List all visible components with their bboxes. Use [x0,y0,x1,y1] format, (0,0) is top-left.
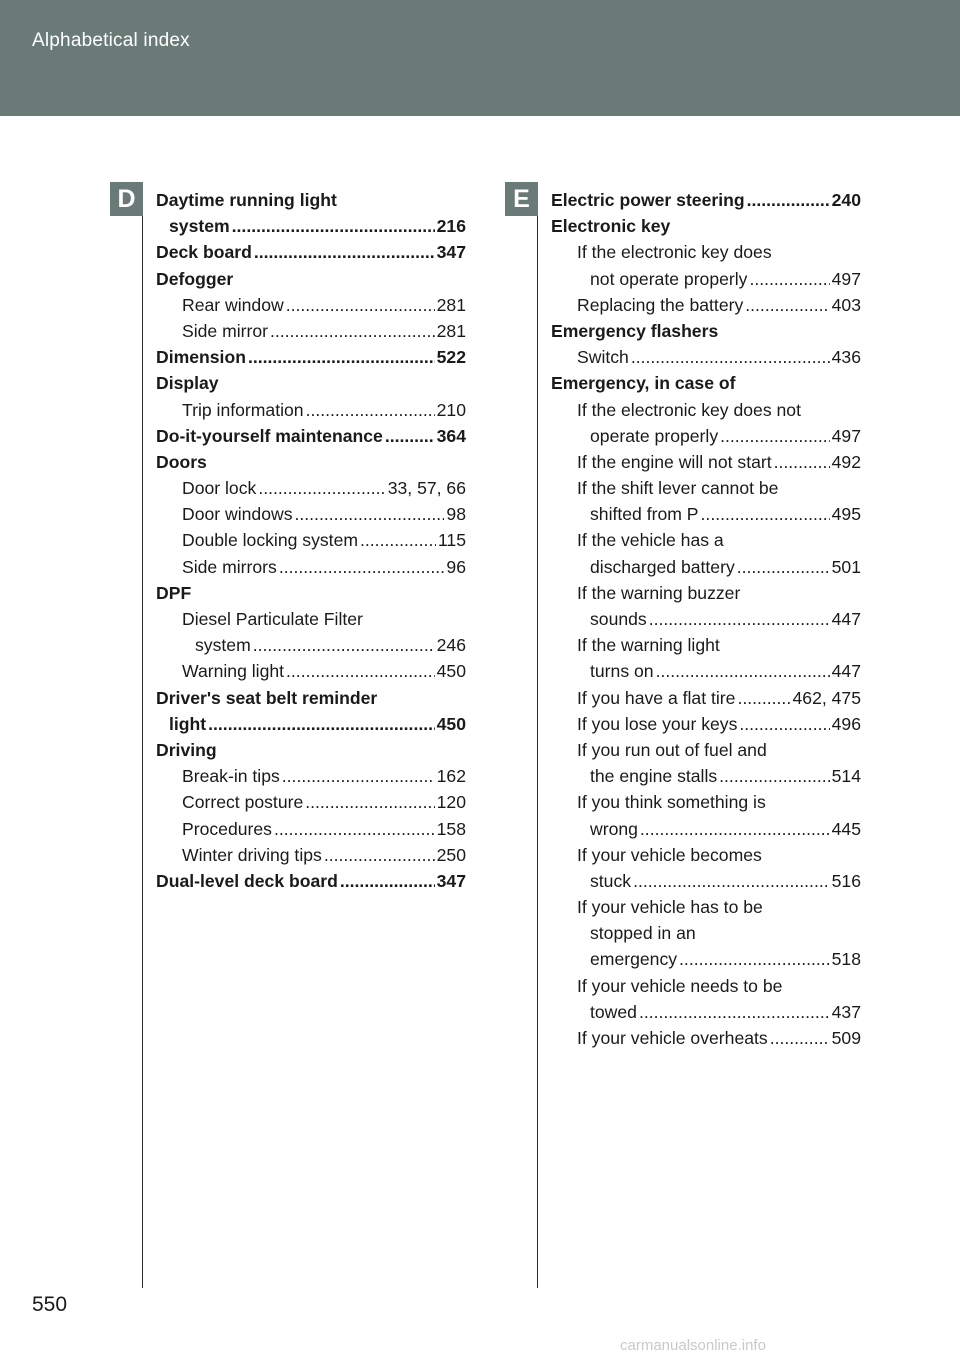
page-reference: 516 [831,870,861,891]
entry-text: Trip information [182,399,304,420]
entry-text: Driving [156,739,217,760]
dot-leader [274,816,435,842]
index-entry [551,685,861,711]
page-reference: 496 [831,713,861,734]
entry-text: Winter driving tips [182,844,322,865]
index-entry [156,318,466,344]
entry-text: Side mirror [182,320,269,341]
watermark: carmanualsonline.info [620,1337,766,1354]
index-entry [156,580,466,606]
entry-text: DPF [156,582,192,603]
entry-text: If you run out of fuel and [577,739,767,760]
index-column-d [156,187,466,894]
index-entry [551,763,861,789]
entry-text: Replacing the battery [577,294,744,315]
dot-leader [631,344,830,370]
index-entry [156,423,466,449]
dot-leader [258,475,385,501]
index-entry [551,789,861,815]
index-entry [551,711,861,737]
dot-leader [719,763,829,789]
page-reference: 522 [436,347,466,368]
entry-text: Diesel Particulate Filter [182,609,363,629]
index-entry [156,213,466,239]
page-reference: 115 [437,530,466,551]
page-reference: 450 [436,661,466,682]
dot-leader [306,397,435,423]
entry-text: stopped in an [590,923,696,944]
page-reference: 495 [831,504,861,525]
page-reference: 210 [436,399,466,420]
index-entry [156,737,466,763]
index-entry [156,789,466,815]
entry-text: If the vehicle has a [577,530,724,551]
entry-text: operate properly [590,425,719,446]
entry-text: system [169,216,230,237]
page-number: 550 [32,1293,68,1316]
dot-leader [774,449,830,475]
index-entry [551,266,861,292]
dot-leader [749,266,829,292]
dot-leader [385,423,435,449]
index-entry [551,658,861,684]
index-entry [551,999,861,1025]
page-reference: 158 [436,818,466,839]
entry-text: Electric power steering [551,190,745,210]
index-entry [156,501,466,527]
entry-text: Break-in tips [182,766,280,787]
dot-leader [720,423,830,449]
entry-text: Deck board [156,242,252,263]
entry-text: Procedures [182,818,272,839]
index-entry [156,266,466,292]
entry-text: Driver's seat belt reminder [156,687,378,708]
entry-text: If the engine will not start [577,451,772,472]
page-reference: 33, 57, 66 [387,478,466,499]
page-reference: 216 [436,216,466,237]
index-entry [551,868,861,894]
index-entry [156,292,466,318]
index-entry [156,527,466,553]
entry-text: If the warning buzzer [577,582,741,603]
page-reference: 450 [436,713,466,734]
index-entry [156,370,466,396]
dot-leader [737,685,790,711]
page-reference: 364 [436,425,466,446]
entry-text: sounds [590,609,647,629]
entry-text: If the electronic key does [577,242,772,263]
entry-text: Daytime running light [156,190,337,210]
entry-text: the engine stalls [590,766,718,787]
page-reference: 514 [831,766,861,787]
entry-text: Door windows [182,504,293,525]
column-divider-e [537,182,538,1288]
page-reference: 462, 475 [792,687,861,708]
dot-leader [649,606,830,632]
letter-tab-e: E [505,182,538,216]
dot-leader [253,632,435,658]
header-title: Alphabetical index [32,30,190,51]
column-divider-d [142,182,143,1288]
index-entry [156,842,466,868]
index-entry [156,632,466,658]
page-reference: 96 [446,556,466,577]
dot-leader [286,292,435,318]
entry-text: Switch [577,347,629,368]
page-reference: 162 [436,766,466,787]
page-reference: 281 [436,320,466,341]
entry-text: Doors [156,451,207,472]
index-entry [156,344,466,370]
page-reference: 240 [831,190,861,210]
entry-text: Correct posture [182,792,304,813]
entry-text: emergency [590,949,678,970]
dot-leader [232,213,435,239]
index-entry [156,658,466,684]
index-entry [551,973,861,999]
index-entry [156,449,466,475]
page-reference: 445 [831,818,861,839]
index-entry [551,318,861,344]
dot-leader [254,239,435,265]
entry-text: shifted from P [590,504,699,525]
entry-text: If your vehicle has to be [577,897,763,918]
entry-text: Defogger [156,268,234,289]
index-entry [551,213,861,239]
dot-leader [324,842,435,868]
entry-text: Warning light [182,661,285,682]
page-reference: 347 [436,242,466,263]
dot-leader [656,658,830,684]
index-entry [551,816,861,842]
entry-text: light [169,713,207,734]
page-reference: 250 [436,844,466,865]
dot-leader [360,527,436,553]
entry-text: If the warning light [577,635,720,656]
dot-leader [745,292,829,318]
dot-leader [340,868,435,894]
page-reference: 497 [831,425,861,446]
index-entry [156,763,466,789]
index-entry [551,606,861,632]
index-entry [551,239,861,265]
index-entry [551,423,861,449]
index-entry [156,397,466,423]
page-reference: 497 [831,268,861,289]
page-reference: 501 [831,556,861,577]
index-entry [156,187,466,213]
index-entry [156,475,466,501]
entry-text: If the electronic key does not [577,399,801,420]
index-entry [156,816,466,842]
index-entry [156,554,466,580]
dot-leader [739,711,829,737]
entry-text: Emergency, in case of [551,373,736,394]
index-entry [551,737,861,763]
page-reference: 120 [436,792,466,813]
page-reference: 447 [831,661,861,682]
entry-text: stuck [590,870,632,891]
entry-text: Rear window [182,294,284,315]
index-entry [551,554,861,580]
dot-leader [279,554,445,580]
entry-text: discharged battery [590,556,735,577]
dot-leader [639,999,830,1025]
index-entry [156,868,466,894]
entry-text: If the shift lever cannot be [577,478,779,499]
dot-leader [747,187,830,213]
dot-leader [270,318,435,344]
index-entry [551,370,861,396]
page-reference: 518 [831,949,861,970]
page-reference: 436 [831,347,861,368]
entry-text: If your vehicle becomes [577,844,762,865]
index-entry [551,501,861,527]
page-reference: 447 [831,609,861,629]
entry-text: If your vehicle needs to be [577,975,783,996]
page-reference: 246 [436,635,466,656]
page-reference: 347 [436,870,466,891]
dot-leader [679,946,830,972]
index-entry [551,842,861,868]
entry-text: If your vehicle overheats [577,1028,768,1048]
entry-text: Double locking system [182,530,359,551]
entry-text: not operate properly [590,268,748,289]
index-entry [551,920,861,946]
entry-text: Dimension [156,347,246,368]
index-entry [551,527,861,553]
index-entry [156,606,466,632]
index-entry [551,1025,861,1051]
header-bar [0,0,960,116]
index-entry [551,632,861,658]
index-entry [551,475,861,501]
page-reference: 509 [831,1028,861,1048]
dot-leader [295,501,445,527]
dot-leader [305,789,434,815]
dot-leader [737,554,830,580]
entry-text: towed [590,1001,637,1022]
index-column-e [551,187,861,1051]
index-entry [551,449,861,475]
page-reference: 403 [831,294,861,315]
page-reference: 492 [831,451,861,472]
entry-text: turns on [590,661,654,682]
entry-text: Display [156,373,219,394]
index-entry [551,344,861,370]
dot-leader [640,816,830,842]
dot-leader [770,1025,830,1051]
entry-text: system [195,635,251,656]
page-reference: 98 [446,504,466,525]
page-reference: 281 [436,294,466,315]
entry-text: Electronic key [551,216,671,237]
entry-text: Side mirrors [182,556,277,577]
entry-text: If you think something is [577,792,766,813]
entry-text: Do-it-yourself maintenance [156,425,383,446]
dot-leader [208,711,435,737]
index-entry [551,580,861,606]
page-reference: 437 [831,1001,861,1022]
index-entry [551,397,861,423]
index-entry [551,894,861,920]
dot-leader [286,658,435,684]
entry-text: If you have a flat tire [577,687,736,708]
entry-text: Door lock [182,478,257,499]
index-entry [551,187,861,213]
index-entry [156,711,466,737]
letter-tab-d: D [110,182,143,216]
dot-leader [701,501,830,527]
entry-text: If you lose your keys [577,713,738,734]
entry-text: Emergency flashers [551,320,719,341]
entry-text: wrong [590,818,638,839]
index-entry [551,292,861,318]
dot-leader [633,868,830,894]
dot-leader [248,344,435,370]
index-entry [156,239,466,265]
dot-leader [282,763,435,789]
entry-text: Dual-level deck board [156,870,338,891]
index-entry [551,946,861,972]
index-entry [156,685,466,711]
